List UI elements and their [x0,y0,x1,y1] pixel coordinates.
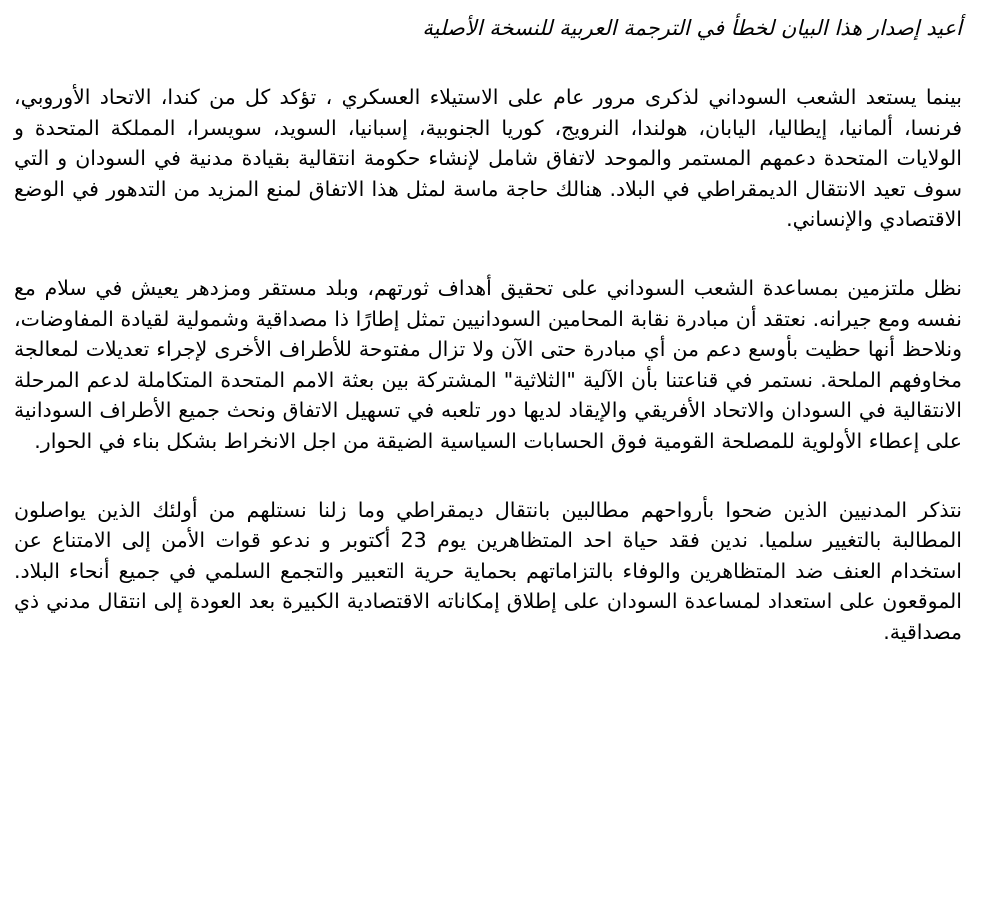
statement-document [14,12,962,686]
paragraph-1: بينما يستعد الشعب السوداني لذكرى مرور عام على الاستيلاء العسكري ، تؤكد كل من كندا، الاتحاد الأوروبي، فرنسا، ألمانيا، إيطاليا، اليابان، هولندا، النرويج، كوريا الجنوبية، إسبانيا، السويد، سويسرا، المملكة المتحدة و الولايات المتحدة دعمهم المستمر والموحد لاتفاق شامل لإنشاء حكومة انتقالية بقيادة مدنية في السودان و التي سوف تعيد الانتقال الديمقراطي في البلاد. هنالك حاجة ماسة لمثل هذا الاتفاق لمنع المزيد من التدهور في الوضع الاقتصادي والإنساني. [14,85,962,232]
paragraph-3: نتذكر المدنيين الذين ضحوا بأرواحهم مطالبين بانتقال ديمقراطي وما زلنا نستلهم من أولئك الذين يواصلون المطالبة بالتغيير سلميا. ندين فقد حياة احد المتظاهرين يوم 23 أكتوبر و ندعو قوات الأمن إلى الامتناع عن استخدام العنف ضد المتظاهرين والوفاء بالتزاماتهم بحماية حرية التعبير والتجمع السلمي في جميع أنحاء البلاد. الموقعون على استعداد لمساعدة السودان على إطلاق إمكاناته الاقتصادية الكبيرة بعد العودة إلى انتقال مدني ذي مصداقية. [14,497,962,644]
paragraph-2: نظل ملتزمين بمساعدة الشعب السوداني على تحقيق أهداف ثورتهم، وبلد مستقر ومزدهر يعيش في سلام مع نفسه ومع جيرانه. نعتقد أن مبادرة نقابة المحامين السودانيين تمثل إطارًا ذا مصداقية وشمولية لقيادة المفاوضات، ونلاحظ أنها حظيت بأوسع دعم من أي مبادرة حتى الآن ولا تزال مفتوحة للأطراف الأخرى لإجراء تعديلات لمعالجة مخاوفهم الملحة. نستمر في قناعتنا بأن الآلية "الثلاثية" المشتركة بين بعثة الامم المتحدة المتكاملة لدعم المرحلة الانتقالية في السودان والاتحاد الأفريقي والإيقاد لديها دور تلعبه في تسهيل الاتفاق ونحث جميع الأطراف السودانية على إعطاء الأولوية للمصلحة القومية فوق الحسابات السياسية الضيقة من اجل الانخراط بشكل بناء في الحوار. [14,275,962,453]
reissue-notice: أعيد إصدار هذا البيان لخطأ في الترجمة العربية للنسخة الأصلية [422,16,962,40]
